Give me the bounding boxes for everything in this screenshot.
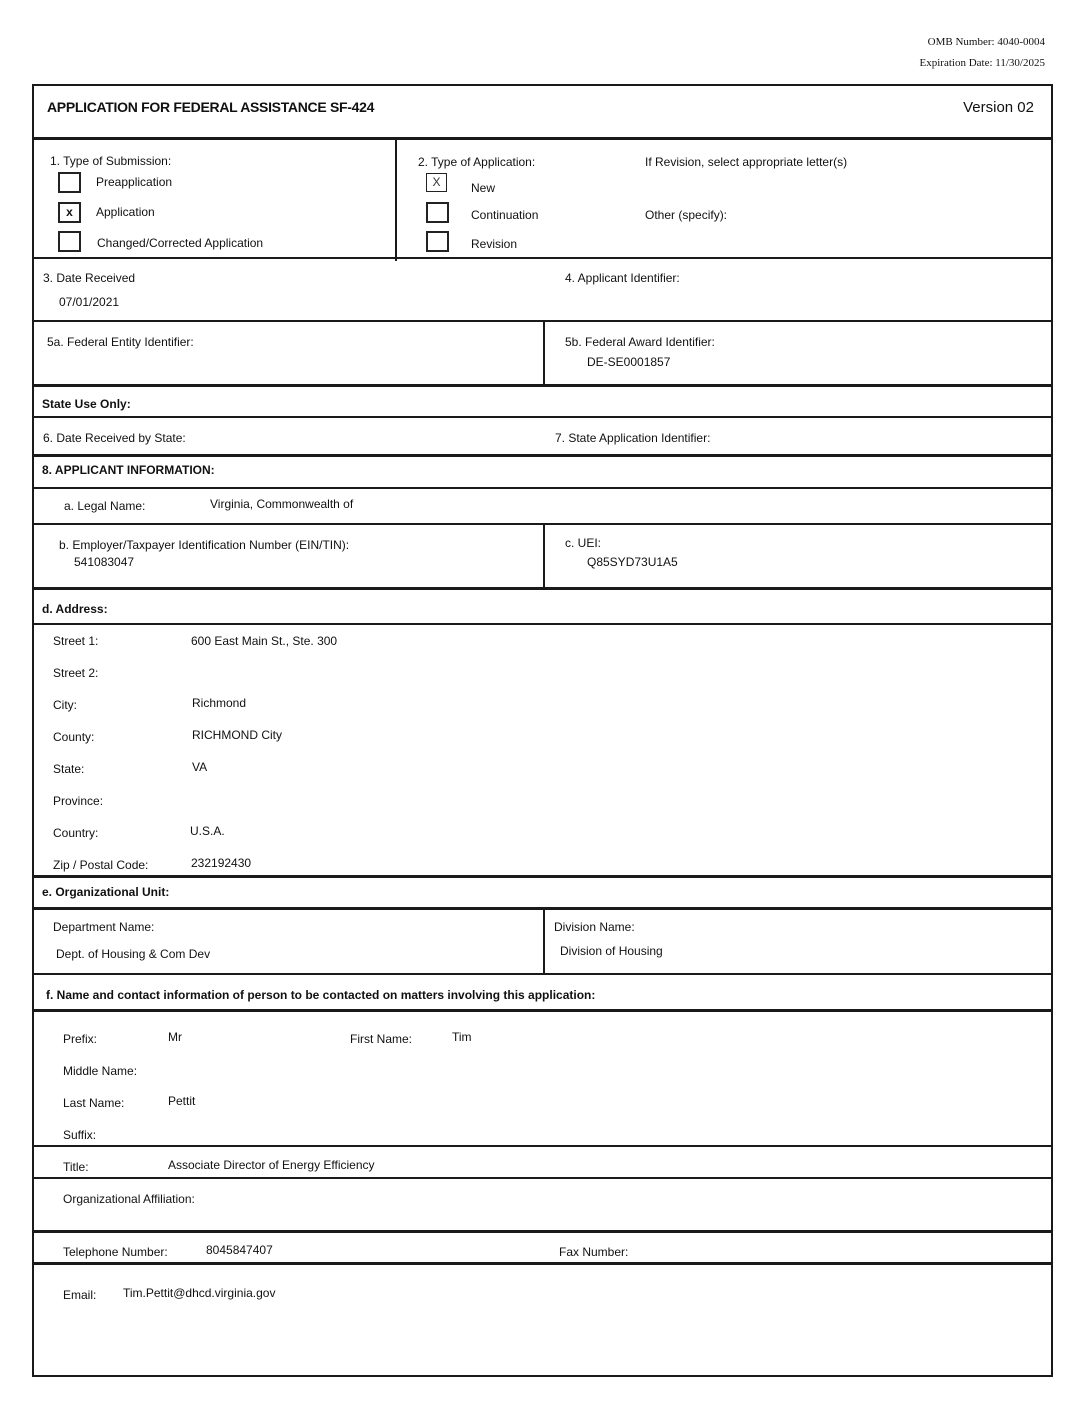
first-name-label: First Name: xyxy=(350,1032,413,1046)
zip-label: Zip / Postal Code: xyxy=(53,858,149,872)
divider xyxy=(543,909,545,973)
title-value: Associate Director of Energy Efficiency xyxy=(168,1158,375,1172)
revision-letter-label: If Revision, select appropriate letter(s) xyxy=(645,155,848,169)
divider xyxy=(32,1177,1053,1179)
telephone-label: Telephone Number: xyxy=(63,1245,168,1259)
new-label: New xyxy=(471,181,496,195)
divider xyxy=(32,1262,1051,1265)
uei-label: c. UEI: xyxy=(565,536,602,550)
federal-entity-identifier-label: 5a. Federal Entity Identifier: xyxy=(47,335,194,349)
expiration-date: Expiration Date: 11/30/2025 xyxy=(919,57,1045,69)
division-name-label: Division Name: xyxy=(554,920,635,934)
city-value: Richmond xyxy=(192,696,247,710)
revision-checkbox[interactable] xyxy=(426,231,449,252)
divider xyxy=(32,523,1051,525)
divider xyxy=(32,1230,1051,1233)
province-label: Province: xyxy=(53,794,104,808)
date-received-value: 07/01/2021 xyxy=(59,295,120,309)
state-label: State: xyxy=(53,762,85,776)
last-name-label: Last Name: xyxy=(63,1096,125,1110)
divider xyxy=(32,587,1051,590)
prefix-label: Prefix: xyxy=(63,1032,98,1046)
continuation-label: Continuation xyxy=(471,208,539,222)
date-received-by-state-label: 6. Date Received by State: xyxy=(43,431,186,445)
federal-award-identifier-label: 5b. Federal Award Identifier: xyxy=(565,335,715,349)
country-label: Country: xyxy=(53,826,99,840)
omb-number: OMB Number: 4040-0004 xyxy=(927,36,1045,48)
divider xyxy=(32,137,1053,140)
city-label: City: xyxy=(53,698,77,712)
telephone-value: 8045847407 xyxy=(206,1243,273,1257)
state-use-heading: State Use Only: xyxy=(42,397,131,411)
divider xyxy=(32,416,1051,418)
uei-value: Q85SYD73U1A5 xyxy=(587,555,678,569)
address-heading: d. Address: xyxy=(42,602,108,616)
street2-label: Street 2: xyxy=(53,666,99,680)
department-name-label: Department Name: xyxy=(53,920,155,934)
state-application-identifier-label: 7. State Application Identifier: xyxy=(555,431,711,445)
state-value: VA xyxy=(192,760,208,774)
county-value: RICHMOND City xyxy=(192,728,282,742)
email-value: Tim.Pettit@dhcd.virginia.gov xyxy=(123,1286,276,1300)
divider xyxy=(32,623,1051,625)
legal-name-value: Virginia, Commonwealth of xyxy=(210,497,354,511)
division-name-value: Division of Housing xyxy=(560,944,663,958)
other-specify-label: Other (specify): xyxy=(645,208,728,222)
divider xyxy=(32,1145,1053,1147)
new-checkbox[interactable]: X xyxy=(426,173,447,192)
last-name-value: Pettit xyxy=(168,1094,196,1108)
federal-award-identifier-value: DE-SE0001857 xyxy=(587,355,671,369)
middle-name-label: Middle Name: xyxy=(63,1064,138,1078)
form-frame xyxy=(32,84,1053,1377)
divider xyxy=(32,320,1051,322)
ein-label: b. Employer/Taxpayer Identification Number (EIN/TIN): xyxy=(59,538,350,552)
street1-value: 600 East Main St., Ste. 300 xyxy=(191,634,338,648)
divider xyxy=(32,973,1051,975)
divider xyxy=(32,487,1051,489)
suffix-label: Suffix: xyxy=(63,1128,97,1142)
ein-value: 541083047 xyxy=(74,555,135,569)
type-of-submission-label: 1. Type of Submission: xyxy=(50,154,172,168)
form-version: Version 02 xyxy=(963,99,1034,116)
divider xyxy=(32,907,1051,910)
type-of-application-label: 2. Type of Application: xyxy=(418,155,536,169)
preapplication-label: Preapplication xyxy=(96,175,173,189)
organizational-affiliation-label: Organizational Affiliation: xyxy=(63,1192,195,1206)
title-label: Title: xyxy=(63,1160,89,1174)
divider xyxy=(32,875,1051,878)
fax-label: Fax Number: xyxy=(559,1245,629,1259)
county-label: County: xyxy=(53,730,95,744)
country-value: U.S.A. xyxy=(190,824,225,838)
street1-label: Street 1: xyxy=(53,634,99,648)
divider xyxy=(32,1009,1051,1012)
divider xyxy=(395,140,397,261)
changed-corrected-checkbox[interactable] xyxy=(58,231,81,252)
legal-name-label: a. Legal Name: xyxy=(64,499,146,513)
applicant-info-heading: 8. APPLICANT INFORMATION: xyxy=(42,463,215,477)
divider xyxy=(32,454,1051,457)
date-received-label: 3. Date Received xyxy=(43,271,136,285)
divider xyxy=(32,384,1051,387)
first-name-value: Tim xyxy=(452,1030,472,1044)
continuation-checkbox[interactable] xyxy=(426,202,449,223)
email-label: Email: xyxy=(63,1288,97,1302)
org-unit-heading: e. Organizational Unit: xyxy=(42,885,170,899)
zip-value: 232192430 xyxy=(191,856,252,870)
form-title: APPLICATION FOR FEDERAL ASSISTANCE SF-424 xyxy=(47,99,375,115)
preapplication-checkbox[interactable] xyxy=(58,172,81,193)
divider xyxy=(543,525,545,587)
prefix-value: Mr xyxy=(168,1030,182,1044)
department-name-value: Dept. of Housing & Com Dev xyxy=(56,947,211,961)
divider xyxy=(32,257,1053,259)
changed-corrected-label: Changed/Corrected Application xyxy=(97,236,264,250)
contact-heading: f. Name and contact information of person to be contacted on matters involving this application: xyxy=(46,988,596,1002)
revision-label: Revision xyxy=(471,237,518,251)
divider xyxy=(543,322,545,384)
application-checkbox[interactable]: x xyxy=(58,202,81,223)
application-label: Application xyxy=(96,205,155,219)
applicant-identifier-label: 4. Applicant Identifier: xyxy=(565,271,680,285)
